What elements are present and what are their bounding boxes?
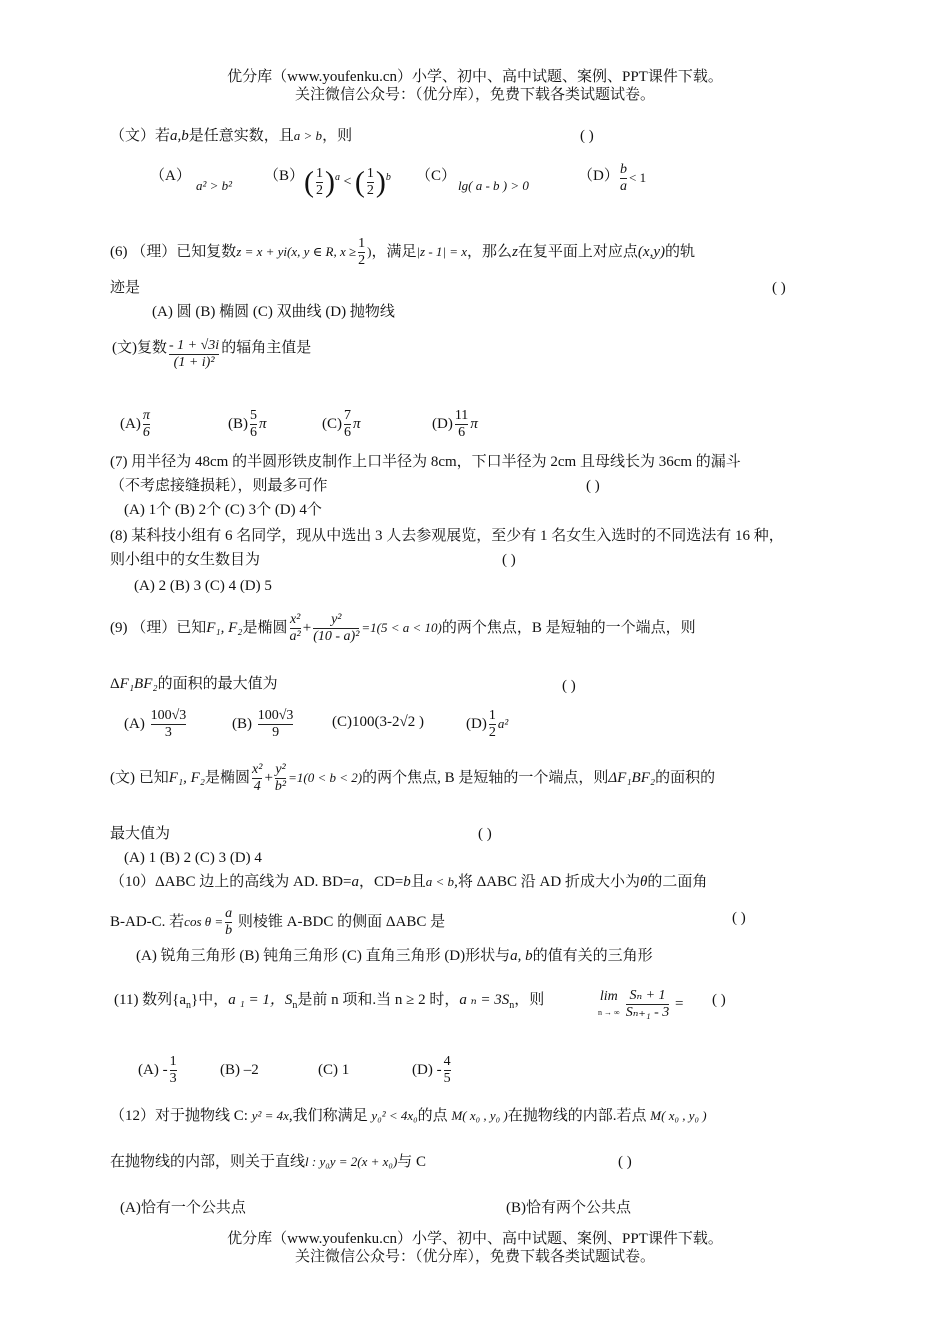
header-line-1: 优分库（www.youfenku.cn）小学、初中、高中试题、案例、PPT课件下载。: [227, 69, 723, 85]
q11-stem: (11) 数列$\{a_n\}$中，a ₁ = 1，$S_n$是前 n 项和.当 n ≥ 2 时，a $_n = 3S_n$，则: [114, 992, 545, 1011]
q7-options: (A) 1个 (B) 2个 (C) 3个 (D) 4个: [124, 502, 322, 518]
q6w-option-b: (B) $\frac{5}{6}$ π: [228, 408, 267, 440]
q9-line2: ΔF₁BF₂的面积的最大值为: [110, 676, 278, 692]
q7-line1: (7) 用半径为 48cm 的半圆形铁皮制作上口半径为 8cm，下口半径为 2cm 且母线长为 36cm 的漏斗: [110, 454, 741, 470]
q5w-bracket: ( ): [580, 128, 594, 144]
footer-line-1: 优分库（www.youfenku.cn）小学、初中、高中试题、案例、PPT课件下载。: [227, 1231, 723, 1247]
q5w-stem: （文）若a,b是任意实数，且a > b，则: [110, 128, 353, 144]
q11-limit: lim n → ∞ $\frac{\text{Sₙ + 1}}{\text{Sₙ₊₁ - 3}}$ =: [598, 988, 684, 1020]
q9w-options: (A) 1 (B) 2 (C) 3 (D) 4: [124, 850, 262, 866]
q5w-option-d-label: （D）: [578, 168, 619, 184]
q9-option-c: (C)100(3-2√2 ): [332, 714, 424, 730]
q6-options: (A) 圆 (B) 椭圆 (C) 双曲线 (D) 抛物线: [152, 304, 395, 320]
q9w-bracket: ( ): [478, 826, 492, 842]
q9-option-b: (B) $\frac{100√3}{9}$: [232, 708, 294, 740]
q6w-option-a: (A) $\frac{\pi}{6}$: [120, 408, 150, 440]
q11-option-d: (D) - $\frac{4}{5}$: [412, 1054, 451, 1086]
q10-bracket: ( ): [732, 910, 746, 926]
q5w-option-c-label: （C）: [416, 168, 457, 184]
q12-bracket: ( ): [618, 1154, 632, 1170]
q7-line2: （不考虑接缝损耗），则最多可作: [110, 478, 328, 494]
q6w-stem: (文)复数 $\frac{- 1 + √3i}{\text{(1 + i)²}}$ 的辐角主值是: [112, 338, 312, 370]
footer-line-2: 关注微信公众号：（优分库），免费下载各类试题试卷。: [294, 1249, 655, 1265]
q9w-stem: (文) 已知F₁, F₂是椭圆 $\frac{\text{x²}}{4}$ + $\frac{\text{y²}}{\text{b²}}$ =1(0 < b < 2)的两个焦点, B 是短轴的一个端点，则ΔF₁BF₂的面积的: [110, 762, 716, 794]
q6-stem: (6) （理）已知复数z = x + yi(x, y ∈ R, x ≥ $\frac{1}{2}$ )，满足|z - 1| = x，那么z在复平面上对应点(x,y)的轨: [110, 236, 695, 268]
q6-bracket: ( ): [772, 280, 786, 296]
q9-bracket: ( ): [562, 678, 576, 694]
header-line-2: 关注微信公众号：（优分库），免费下载各类试题试卷。: [294, 87, 655, 103]
q8-bracket: ( ): [502, 552, 516, 568]
q12-option-a: (A)恰有一个公共点: [120, 1200, 246, 1216]
q5w-option-a-label: （A）: [150, 168, 191, 184]
q8-line1: (8) 某科技小组有 6 名同学，现从中选出 3 人去参观展览，至少有 1 名女生入选时的不同选法有 16 种，: [110, 528, 784, 544]
q9-option-a: (A) $\frac{100√3}{3}$: [124, 708, 187, 740]
q11-option-c: (C) 1: [318, 1062, 350, 1078]
q12-line1: （12）对于抛物线 C: y² = 4x,我们称满足 y₀² < 4x₀的点 M( x₀ , y₀ )在抛物线的内部.若点 M( x₀ , y₀ ): [110, 1108, 707, 1124]
q10-line1: （10）ΔABC 边上的高线为 AD. BD=a，CD=b且a < b,将 ΔABC 沿 AD 折成大小为θ的二面角: [110, 874, 708, 890]
q11-option-a: (A) - $\frac{1}{3}$: [138, 1054, 177, 1086]
q10-line2: B-AD-C. 若cos θ = $\frac{a}{b}$ 则棱锥 A-BDC 的侧面 ΔABC 是: [110, 906, 446, 938]
q5w-option-b-label: （B）: [264, 168, 305, 184]
q8-line2: 则小组中的女生数目为: [110, 552, 261, 568]
q6w-option-d: (D) $\frac{11}{6}$ π: [432, 408, 478, 440]
q6w-option-c: (C) $\frac{7}{6}$ π: [322, 408, 361, 440]
q12-option-b: (B)恰有两个公共点: [506, 1200, 631, 1216]
q5w-option-d: $\frac{b}{a}$ < 1: [620, 162, 647, 194]
q11-bracket: ( ): [712, 992, 726, 1008]
q9-stem: (9) （理）已知F₁, F₂是椭圆 $\frac{\text{x²}}{\text{a²}}$ + $\frac{\text{y²}}{\text{(10 - a)²}}$ =1(5 < a < 10)的两个焦点，B 是短轴的一个端点，则: [110, 612, 696, 644]
q10-options: (A) 锐角三角形 (B) 钝角三角形 (C) 直角三角形 (D)形状与a, b的值有关的三角形: [136, 948, 653, 964]
q11-option-b: (B) –2: [220, 1062, 259, 1078]
q5w-option-c: lg( a - b ) > 0: [458, 178, 529, 193]
q6-line2: 迹是: [110, 280, 141, 296]
q9w-line2: 最大值为: [110, 826, 171, 842]
q5w-option-a: a² > b²: [196, 178, 233, 193]
q5w-option-b: ( $\frac{1}{2}$ )$^a$ < ( $\frac{1}{2}$ )$^b$: [304, 165, 391, 199]
q8-options: (A) 2 (B) 3 (C) 4 (D) 5: [134, 578, 272, 594]
q12-line2: 在抛物线的内部，则关于直线l : y₀y = 2(x + x₀)与 C: [110, 1154, 427, 1170]
q9-option-d: (D) $\frac{1}{2}$ a²: [466, 708, 509, 740]
q7-bracket: ( ): [586, 478, 600, 494]
